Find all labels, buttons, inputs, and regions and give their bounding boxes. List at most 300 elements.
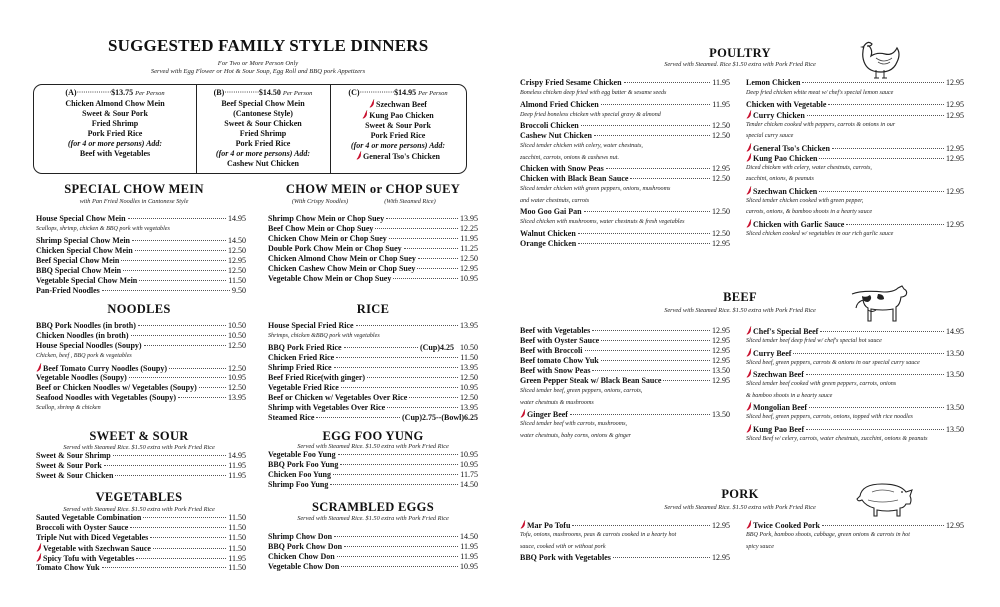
menu-item-description: and water chestnuts, carrots: [520, 197, 590, 204]
pig-icon: [852, 478, 916, 518]
menu-item-name: Chicken Special Chow Mein: [36, 245, 133, 255]
menu-item-name: Beef Fried Rice(with ginger): [268, 372, 366, 382]
leader-dots: [136, 558, 226, 559]
menu-item: [520, 174, 730, 184]
menu-item-price: 11.95: [228, 554, 246, 563]
menu-item-price: 13.50: [946, 403, 964, 412]
menu-item-description: Sliced tender chicken cooked with green pepper,: [746, 197, 864, 204]
menu-item: [520, 336, 730, 346]
menu-item: [268, 224, 478, 234]
leader-dots: [846, 224, 944, 225]
leader-dots: [624, 82, 711, 83]
leader-dots: [135, 250, 226, 251]
menu-item-price: 11.50: [228, 513, 246, 522]
leader-dots: [150, 537, 226, 538]
menu-item-price: 12.95: [712, 553, 730, 562]
menu-item-price: 12.50: [228, 382, 246, 392]
menu-item-price: 12.50: [228, 363, 246, 373]
menu-item-description: sauce, cooked with or without pork: [520, 543, 606, 550]
menu-item: [268, 264, 478, 274]
menu-item-price: 11.95: [228, 461, 246, 470]
menu-item: [36, 331, 246, 341]
menu-item-description: Sliced tender beef deep fried w/ chef's special hot sauce: [746, 338, 882, 344]
chili-pepper-icon: [746, 110, 752, 119]
menu-item-price: 12.95: [946, 153, 964, 163]
list-beef-right: [746, 326, 964, 445]
menu-item-price: 12.95: [712, 164, 730, 173]
menu-item: [36, 533, 246, 543]
leader-dots: [356, 325, 458, 326]
package-add-note: (for 4 or more persons) Add:: [67, 139, 163, 148]
menu-item-name: BBQ Pork with Vegetables: [520, 553, 611, 562]
menu-item-description: Boneless chicken deep fried with egg batter & sesame seeds: [520, 90, 667, 96]
leader-dots: [336, 357, 458, 358]
list-poultry-right: [746, 78, 964, 240]
menu-item-name: BBQ Special Chow Mein: [36, 265, 122, 275]
menu-item-name: House Special Noodles (Soupy): [36, 341, 142, 350]
menu-item: [268, 542, 478, 552]
menu-item-name: Shrimp Special Chow Mein: [36, 235, 131, 245]
leader-dots: [144, 345, 226, 346]
section-note-special-chow-mein: with Pan Fried Noodles in Cantonese Style: [79, 198, 189, 205]
menu-item-price: 12.95: [228, 255, 246, 265]
section-title-beef: BEEF: [723, 290, 757, 304]
menu-item-description: Scallop, shrimp & chicken: [36, 404, 101, 411]
menu-item-description: Tender chicken cooked with peppers, carrots & onions in our: [746, 121, 896, 128]
section-note-crispy: (With Crispy Noodles): [291, 198, 349, 205]
leader-dots: [344, 347, 418, 348]
menu-item-name: Shrimp Chow Don: [268, 532, 333, 541]
section-title-noodles: NOODLES: [107, 302, 171, 316]
menu-item: [36, 471, 246, 481]
menu-item: [36, 451, 246, 461]
list-noodles: [36, 321, 246, 414]
chili-pepper-icon: [746, 402, 752, 411]
family-dinner-box: [33, 84, 467, 174]
leader-dots: [606, 168, 710, 169]
list-pork-left: [520, 520, 730, 563]
menu-item-description: Sliced Beef w/ celery, carrots, water chestnuts, zucchini, onions & peanuts: [746, 435, 928, 442]
leader-dots: [663, 380, 710, 381]
leader-dots: [330, 484, 458, 485]
menu-item-name: House Special Fried Rice: [268, 321, 354, 330]
menu-item: [746, 219, 964, 229]
menu-item-name: Beef or Chicken w/ Vegetables Over Rice: [268, 392, 408, 402]
family-dinners-subtitle: For Two or More Person Only Served with Egg Flower or Hot & Sour Soup, Egg Roll and BBQ pork Appetizers: [150, 60, 366, 75]
menu-item-name: Chicken with Snow Peas: [520, 164, 604, 173]
chili-pepper-icon: [746, 424, 752, 433]
package-header: (A)················$13.75 Per Person: [65, 88, 165, 97]
menu-item-name: Vegetable Chow Mein or Chop Suey: [268, 274, 392, 283]
section-note-poultry: Served with Steamed. Rice $1.50 extra with Pork Fried Rice: [664, 61, 816, 68]
menu-item-price: 13.50: [946, 424, 964, 434]
menu-item: [520, 346, 730, 356]
menu-item-price: 12.95: [712, 326, 730, 335]
leader-dots: [806, 374, 944, 375]
menu-item-price: 11.75: [460, 470, 478, 479]
leader-dots: [601, 340, 710, 341]
menu-item-name: Spicy Tofu with Vegetables: [36, 553, 134, 564]
menu-item-price: 13.95: [460, 402, 478, 412]
section-note-egg-foo-yung: Served with Steamed Rice. $1.50 extra with Pork Fried Rice: [297, 443, 449, 450]
leader-dots: [809, 407, 944, 408]
menu-item-name: Green Pepper Steak w/ Black Bean Sauce: [520, 376, 662, 385]
package-add-item: Cashew Nut Chicken: [226, 159, 299, 168]
menu-item-price: 10.95: [228, 372, 246, 382]
menu-item-name: Ginger Beef: [520, 409, 568, 420]
menu-item-name: Sweet & Sour Pork: [36, 461, 102, 470]
menu-item: [268, 353, 478, 363]
leader-dots: [819, 191, 944, 192]
menu-item-description: Sliced chicken with mushrooms, water chestnuts & fresh vegetables: [520, 219, 685, 225]
package-a: [36, 88, 194, 159]
menu-item-name: General Tso's Chicken: [746, 143, 830, 154]
leader-dots: [143, 517, 226, 518]
leader-dots: [316, 417, 400, 418]
package-item: Szechwan Beef: [332, 99, 464, 110]
package-item: Kung Pao Chicken: [332, 110, 464, 121]
package-add-note: (for 4 or more persons) Add:: [215, 149, 311, 158]
menu-item-name: House Special Chow Mein: [36, 214, 126, 223]
list-egg-foo-yung: [268, 450, 478, 490]
package-item: Pork Fried Rice: [235, 139, 291, 148]
chili-pepper-icon: [746, 219, 752, 228]
leader-dots: [793, 353, 944, 354]
menu-item-price: 10.95: [460, 562, 478, 571]
menu-item-price: 11.95: [460, 552, 478, 561]
menu-item-name: Chicken Chow Mein or Chop Suey: [268, 234, 387, 243]
menu-item-name: Broccoli with Oyster Sauce: [36, 523, 129, 532]
package-header: (C)················$14.95 Per Person: [348, 88, 448, 97]
leader-dots: [409, 397, 458, 398]
menu-item: [36, 341, 246, 351]
menu-item-name: Triple Nut with Diced Vegetables: [36, 533, 149, 542]
menu-item-name: Beef with Oyster Sauce: [520, 336, 600, 345]
section-title-sweet-sour: SWEET & SOUR: [89, 429, 189, 443]
menu-item-name: Broccoli Chicken: [520, 121, 579, 130]
menu-item: [268, 383, 478, 393]
chili-pepper-icon: [520, 409, 526, 418]
menu-item-price: 13.95: [460, 321, 478, 330]
chili-pepper-icon: [520, 520, 526, 529]
menu-item-name: Sweet & Sour Shrimp: [36, 451, 111, 460]
menu-item: [520, 553, 730, 563]
leader-dots: [138, 325, 226, 326]
menu-item: [36, 256, 246, 266]
leader-dots: [393, 278, 458, 279]
menu-item: [268, 234, 478, 244]
menu-item-name: Chicken Fried Rice: [268, 352, 335, 362]
menu-item-name: Kung Pao Chicken: [746, 153, 817, 164]
leader-dots: [578, 243, 710, 244]
package-item: Fried Shrimp: [239, 129, 287, 138]
menu-item-name: BBQ Pork Foo Yung: [268, 460, 339, 469]
menu-item-price: 12.95: [946, 78, 964, 87]
menu-item-price: 11.50: [460, 352, 478, 362]
menu-item-price: 12.50: [712, 121, 730, 130]
menu-item-price: 12.95: [946, 186, 964, 196]
list-beef-left: [520, 326, 730, 442]
menu-item: [520, 520, 730, 530]
menu-item-name: Chef's Special Beef: [746, 326, 818, 337]
list-vegetables: [36, 513, 246, 573]
list-chow-mein-chop-suey: [268, 214, 478, 284]
package-item: Sweet & Sour Pork: [82, 109, 148, 118]
menu-item-price: 12.95: [946, 521, 964, 530]
menu-item: [36, 543, 246, 553]
leader-dots: [121, 260, 226, 261]
leader-dots: [199, 387, 226, 388]
menu-item-name: Vegetable Fried Rice: [268, 382, 339, 392]
menu-item-price: 11.25: [460, 244, 478, 253]
menu-item: [36, 363, 246, 373]
menu-item-name: Chicken Cashew Chow Mein or Chop Suey: [268, 264, 416, 273]
menu-item-name: Beef with Broccoli: [520, 346, 583, 355]
menu-item-price: 12.95: [946, 143, 964, 153]
menu-item-price: 12.95: [712, 346, 730, 355]
menu-item-name: Chicken Almond Chow Mein or Chop Suey: [268, 254, 416, 263]
menu-item-name: Beef Tomato Curry Noodles (Soupy): [36, 363, 167, 374]
menu-item-name: Chicken with Garlic Sauce: [746, 219, 844, 230]
leader-dots: [585, 350, 710, 351]
menu-item: [520, 326, 730, 336]
menu-item-price: 13.50: [712, 410, 730, 419]
leader-dots: [129, 377, 226, 378]
leader-dots: [594, 135, 710, 136]
menu-item-name: Beef tomato Chow Yuk: [520, 356, 599, 365]
menu-item: [746, 110, 964, 120]
section-note-steamed: (With Steamed Rice): [384, 198, 436, 205]
menu-item: [520, 229, 730, 239]
menu-item-description: Sliced beef, green peppers, carrots, onions, topped with rice noodles: [746, 414, 913, 420]
section-title-pork: PORK: [721, 487, 759, 501]
package-item: Beef Special Chow Mein: [221, 99, 305, 108]
menu-item-price: 12.50: [228, 265, 246, 275]
menu-item: [268, 274, 478, 284]
section-note-pork: Served with Steamed Rice. $1.50 extra with Pork Fried Rice: [664, 504, 816, 511]
menu-item-price: 12.95: [460, 264, 478, 273]
package-item: Sweet & Sour Chicken: [224, 119, 302, 128]
leader-dots: [417, 268, 458, 269]
leader-dots: [578, 233, 710, 234]
leader-dots: [337, 556, 459, 557]
leader-dots: [404, 248, 459, 249]
menu-item-name: Szechwan Chicken: [746, 186, 817, 197]
menu-item-description: zucchini, onions, & peanuts: [746, 176, 814, 182]
menu-item-price: 14.95: [946, 327, 964, 336]
menu-item-name: Double Pork Chow Mein or Chop Suey: [268, 244, 402, 253]
menu-item-description: water chestnuts, baby corns, onions & ginger: [520, 432, 632, 439]
leader-dots: [806, 429, 944, 430]
menu-item-description: Shrimps, chicken &BBQ pork with vegetables: [268, 333, 380, 339]
leader-dots: [139, 280, 226, 281]
leader-dots: [341, 387, 458, 388]
menu-item-price: 12.50: [228, 245, 246, 255]
menu-item-price: 12.95: [712, 376, 730, 385]
section-title-scrambled-eggs: SCRAMBLED EGGS: [312, 500, 434, 514]
leader-dots: [128, 218, 226, 219]
leader-dots: [130, 527, 226, 528]
list-scrambled-eggs: [268, 532, 478, 572]
leader-dots: [102, 290, 230, 291]
section-note-sweet-sour: Served with Steamed Rice. $1.50 extra with Pork Fried Rice: [63, 444, 215, 451]
leader-dots: [102, 567, 227, 568]
menu-item-price: 11.95: [712, 99, 730, 109]
menu-item-description: zucchini, carrots, onions & cashews nut.: [520, 154, 619, 161]
menu-item-price: 12.95: [712, 336, 730, 345]
menu-item: [746, 186, 964, 196]
menu-item-price: 12.50: [712, 174, 730, 183]
menu-item-name: BBQ Pork Noodles (in broth): [36, 321, 136, 330]
menu-item: [36, 321, 246, 331]
menu-item: [268, 470, 478, 480]
leader-dots: [418, 258, 458, 259]
menu-item-description: water chestnuts & mushrooms: [520, 399, 594, 406]
menu-item-description: Sliced chicken cooked w/ vegetables in our rich garlic sauce: [746, 230, 894, 237]
chili-pepper-icon: [746, 143, 752, 152]
menu-item: [268, 373, 478, 383]
menu-item: [520, 409, 730, 419]
menu-item-name: Orange Chicken: [520, 238, 577, 248]
chili-pepper-icon: [746, 326, 752, 335]
package-add-item: General Tso's Chicken: [332, 151, 464, 162]
leader-dots: [584, 211, 710, 212]
leader-dots: [178, 397, 226, 398]
menu-item: [36, 286, 246, 296]
leader-dots: [572, 525, 710, 526]
menu-item-price: 13.50: [946, 370, 964, 379]
package-b: [198, 88, 328, 169]
menu-item-price: 10.50: [228, 321, 246, 330]
menu-item: [36, 214, 246, 224]
menu-item-description: Tofu, onions, mushrooms, peas & carrots cooked in a hearty hot: [520, 532, 677, 538]
menu-item-name: Vegetable Noodles (Soupy): [36, 372, 127, 382]
menu-item-price: 11.50: [228, 275, 246, 285]
menu-item-price: 13.95: [228, 392, 246, 402]
menu-item-name: Steamed Rice: [268, 412, 315, 422]
package-add-note: (for 4 or more persons) Add:: [350, 141, 446, 150]
leader-dots: [334, 367, 458, 368]
menu-item-price: 11.95: [228, 471, 246, 480]
menu-item: [36, 553, 246, 563]
menu-item-name: Vegetable Chow Don: [268, 562, 340, 571]
menu-item-name: Mongolian Beef: [746, 402, 807, 413]
menu-item-name: Lemon Chicken: [746, 78, 801, 87]
menu-item-price: 11.50: [228, 544, 246, 553]
menu-item-name: Shrimp Chow Mein or Chop Suey: [268, 214, 385, 223]
leader-dots: [333, 474, 458, 475]
menu-item: [746, 424, 964, 434]
cow-icon: [846, 280, 910, 328]
menu-item-name: Walnut Chicken: [520, 228, 576, 238]
menu-item-name: Mar Po Tofu: [520, 520, 570, 531]
package-header: (B)················$14.50 Per Person: [213, 88, 313, 97]
chili-pepper-icon: [36, 543, 42, 552]
menu-item: [268, 403, 478, 413]
menu-item: [268, 450, 478, 460]
menu-item-name: Pan-Fried Noodles: [36, 285, 100, 295]
menu-item-name: Vegetable Foo Yung: [268, 450, 336, 459]
chili-pepper-icon: [36, 553, 42, 562]
menu-item: [746, 369, 964, 379]
section-note-scrambled-eggs: Served with Steamed Rice. $1.50 extra with Pork Fried Rice: [297, 515, 449, 522]
menu-item-description: carrots, onions, & bamboo shoots in a hearty sauce: [746, 209, 873, 215]
list-special-chow-mein: [36, 214, 246, 296]
menu-item-price: 11.50: [228, 523, 246, 532]
menu-item-price: 10.50: [228, 331, 246, 340]
list-rice: [268, 321, 478, 423]
menu-item: [746, 153, 964, 163]
menu-item: [746, 78, 964, 88]
chili-pepper-icon: [369, 99, 375, 108]
menu-item: [268, 214, 478, 224]
menu-item: [268, 321, 478, 331]
menu-item-price: 11.50: [228, 563, 246, 572]
menu-item: [520, 207, 730, 217]
chili-pepper-icon: [356, 151, 362, 160]
menu-item: [36, 523, 246, 533]
menu-item-suffix: (Cup)4.25: [419, 342, 454, 352]
chili-pepper-icon: [746, 369, 752, 378]
menu-item-name: Chicken Foo Yung: [268, 470, 331, 479]
menu-item-name: Chicken Noodles (in broth): [36, 331, 129, 340]
leader-dots: [802, 82, 944, 83]
menu-item-name: Beef with Snow Peas: [520, 366, 591, 375]
menu-item-name: Shrimp with Vegetables Over Rice: [268, 402, 386, 412]
section-title-chow-mein-chop-suey: CHOW MEIN or CHOP SUEY: [285, 182, 461, 196]
menu-item: [268, 363, 478, 373]
leader-dots: [389, 238, 459, 239]
menu-item-price: 13.50: [712, 366, 730, 375]
menu-item-price: 10.50: [460, 342, 478, 352]
leader-dots: [601, 360, 710, 361]
menu-item-description: special curry sauce: [746, 133, 794, 139]
menu-item-price: 9.50: [232, 285, 246, 295]
menu-item-description: Sliced tender beef, green peppers, onions, carrots,: [520, 388, 643, 394]
menu-item-price: 13.95: [460, 214, 478, 223]
menu-item-name: Beef with Vegetables: [520, 326, 591, 335]
menu-item-name: Chicken with Black Bean Sauce: [520, 174, 629, 183]
menu-item: [36, 236, 246, 246]
menu-item-name: Curry Chicken: [746, 110, 805, 121]
menu-item-price: 12.95: [712, 521, 730, 530]
menu-item-description: Diced chicken with celery, water chestnuts, carrots,: [746, 164, 872, 171]
package-item: Pork Fried Rice: [370, 131, 426, 140]
menu-item: [268, 343, 478, 353]
menu-item-description: spicy sauce: [746, 543, 774, 550]
menu-item-name: Szechwan Beef: [746, 369, 804, 380]
leader-dots: [592, 370, 710, 371]
leader-dots: [334, 536, 458, 537]
menu-item-price: 14.50: [228, 235, 246, 245]
menu-item-description: Deep fried chicken white meat w/ chef's special lemon sauce: [746, 90, 894, 96]
menu-item-name: Curry Beef: [746, 348, 791, 359]
menu-item: [268, 562, 478, 572]
leader-dots: [828, 104, 944, 105]
section-title-poultry: POULTRY: [709, 46, 771, 60]
menu-item-description: Sliced tender chicken with celery, water chestnuts,: [520, 143, 643, 149]
leader-dots: [340, 464, 458, 465]
menu-item-price: 12.95: [946, 99, 964, 109]
menu-item-name: BBQ Pork Chow Don: [268, 542, 343, 551]
menu-item: [520, 100, 730, 110]
menu-item-name: Almond Fried Chicken: [520, 99, 599, 109]
menu-item-price: 12.95: [712, 356, 730, 365]
menu-item: [268, 413, 478, 423]
menu-item: [520, 78, 730, 88]
menu-item: [520, 239, 730, 249]
leader-dots: [822, 525, 944, 526]
